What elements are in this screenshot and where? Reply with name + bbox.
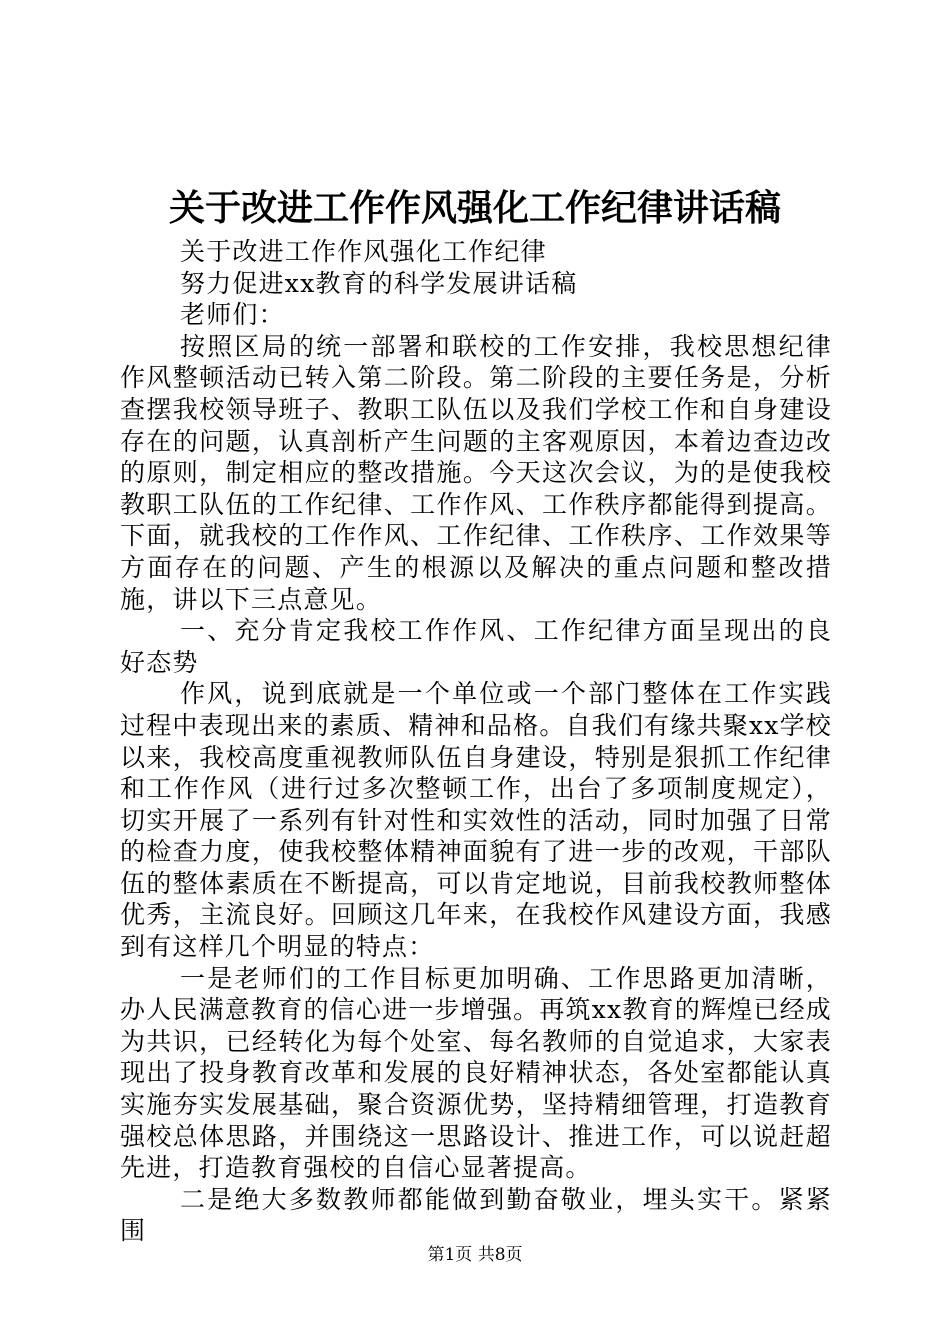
salutation: 老师们：	[180, 300, 285, 330]
paragraph: 作风，说到底就是一个单位或一个部门整体在工作实践过程中表现出来的素质、精神和品格。自我们有缘共聚xx学校以来，我校高度重视教师队伍自身建设，特别是狠抓工作纪律和工作作风（进行过多次整顿工作，出台了多项制度规定），切实开展了一系列有针对性和实效性的活动，同时加强了日常的检查力度，使我校整体精神面貌有了进一步的改观，干部队伍的整体素质在不断提高，可以肯定地说，目前我校教师整体优秀，主流良好。回顾这几年来，在我校作风建设方面，我感到有这样几个明显的特点：	[120, 679, 832, 962]
paragraph: 一是老师们的工作目标更加明确、工作思路更加清晰，办人民满意教育的信心进一步增强。再筑xx教育的辉煌已经成为共识，已经转化为每个处室、每名教师的自觉追求，大家表现出了投身教育改革和发展的良好精神状态，各处室都能认真实施夯实发展基础，聚合资源优势，坚持精细管理，打造教育强校总体思路，并围绕这一思路设计、推进工作，可以说赶超先进，打造教育强校的自信心显著提高。	[120, 963, 832, 1183]
section-heading: 一、充分肯定我校工作作风、工作纪律方面呈现出的良好态势	[120, 616, 832, 677]
document-title: 关于改进工作作风强化工作纪律讲话稿	[168, 188, 781, 229]
paragraph: 按照区局的统一部署和联校的工作安排，我校思想纪律作风整顿活动已转入第二阶段。第二阶段的主要任务是，分析查摆我校领导班子、教职工队伍以及我们学校工作和自身建设存在的问题，认真剖析产生问题的主客观原因，本着边查边改的原则，制定相应的整改措施。今天这次会议，为的是使我校教职工队伍的工作纪律、工作作风、工作秩序都能得到提高。下面，就我校的工作作风、工作纪律、工作秩序、工作效果等方面存在的问题、产生的根源以及解决的重点问题和整改措施，讲以下三点意见。	[120, 331, 832, 614]
paragraph: 二是绝大多数教师都能做到勤奋敬业，埋头实干。紧紧围	[120, 1184, 832, 1246]
subtitle-line: 努力促进xx教育的科学发展讲话稿	[180, 268, 578, 298]
document-body	[120, 236, 832, 1247]
subtitle-line: 关于改进工作作风强化工作纪律	[180, 237, 547, 266]
page-number-footer: 第1页 共8页	[427, 1245, 523, 1265]
